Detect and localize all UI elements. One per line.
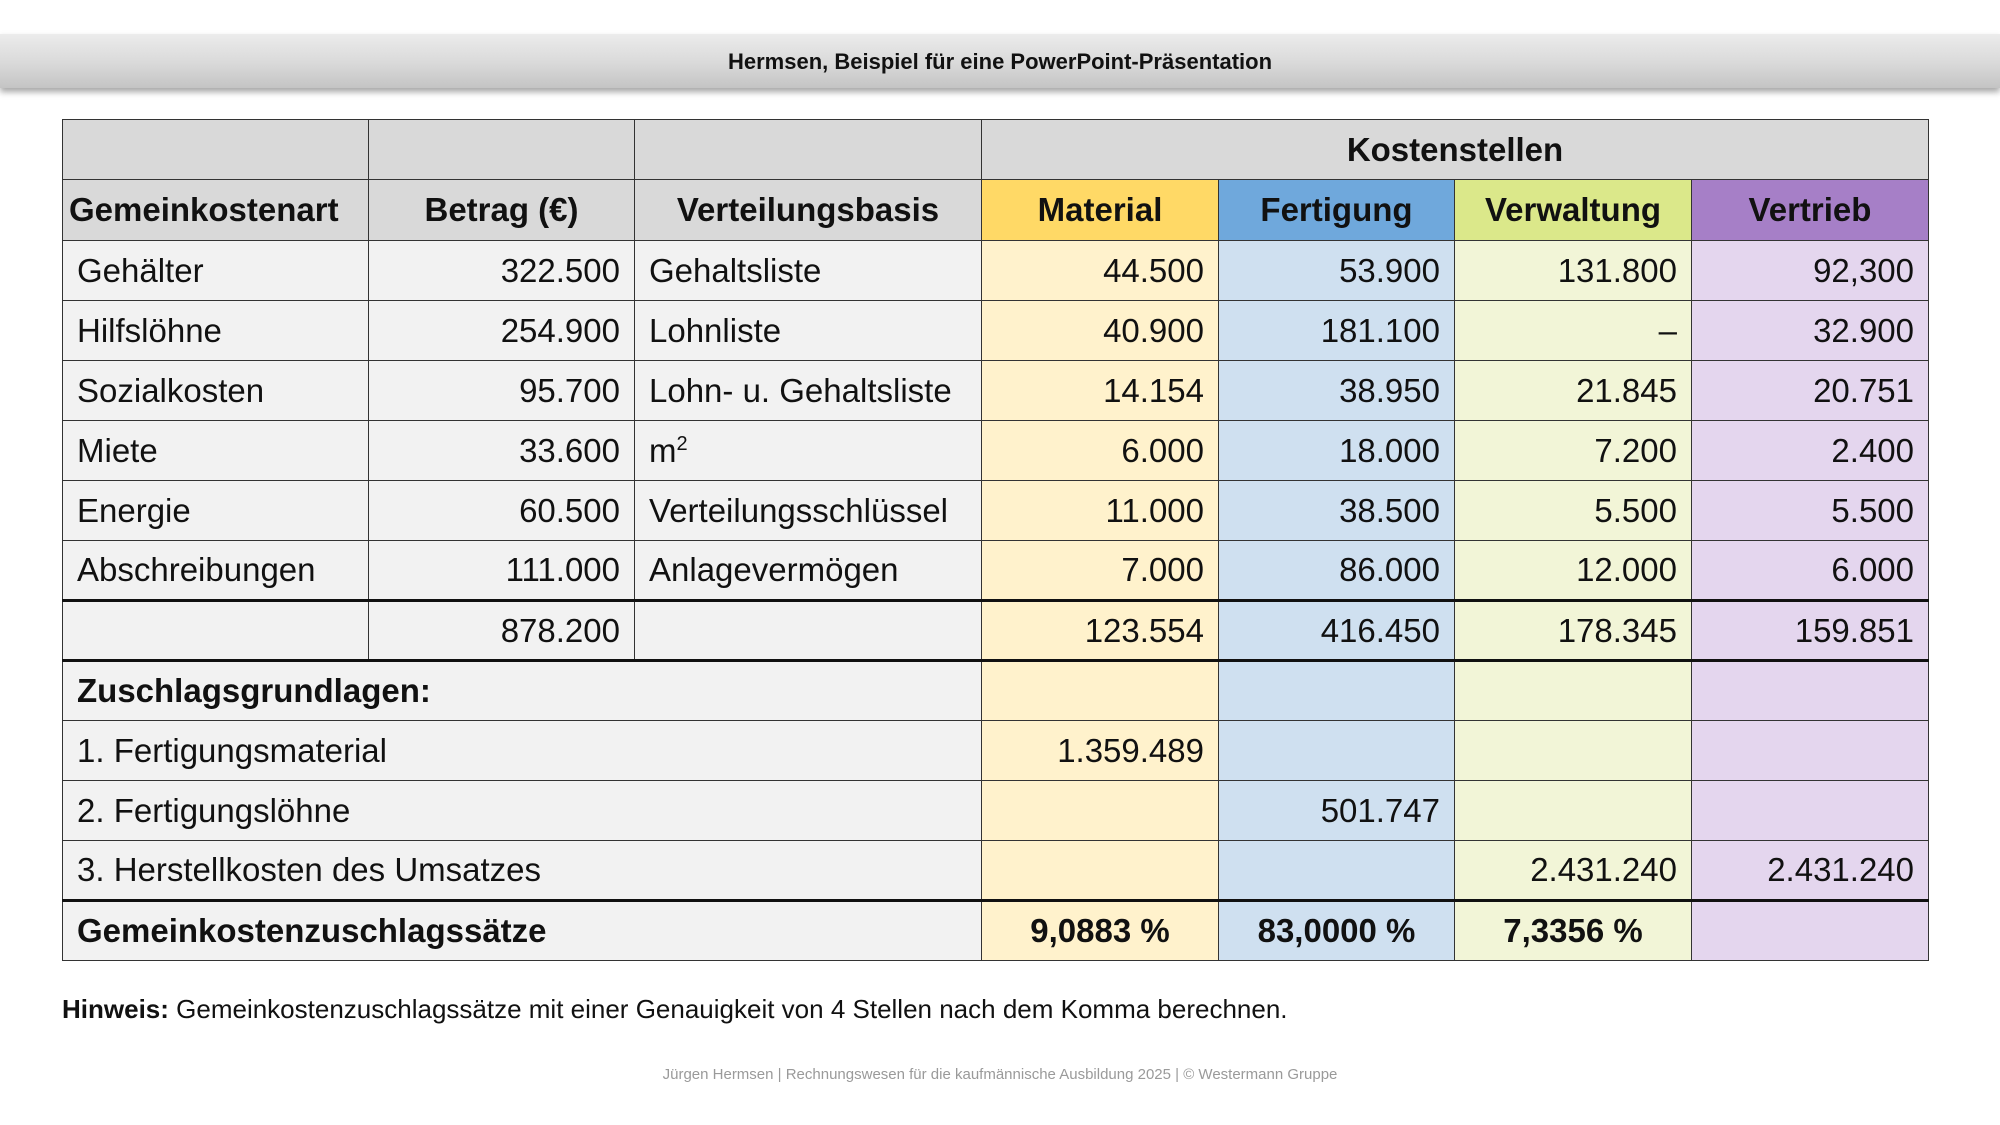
basis-unit: m — [649, 431, 677, 469]
table-row — [63, 541, 1929, 601]
amount-cell: 60.500 — [369, 481, 635, 541]
col-header-vertrieb: Vertrieb — [1692, 180, 1929, 241]
material-cell: 6.000 — [982, 421, 1219, 481]
zuschlag-label: 2. Fertigungslöhne — [63, 781, 982, 841]
table-row — [63, 301, 1929, 361]
verwaltung-cell: 131.800 — [1455, 241, 1692, 301]
vertrieb-cell: 2.400 — [1692, 421, 1929, 481]
col-header-fertigung: Fertigung — [1219, 180, 1455, 241]
verwaltung-cell: – — [1455, 301, 1692, 361]
total-fertigung: 416.450 — [1219, 601, 1455, 661]
verwaltung-cell — [1455, 781, 1692, 841]
vertrieb-cell: 92,300 — [1692, 241, 1929, 301]
group-header-row — [63, 120, 1929, 180]
totals-label-cell — [63, 601, 369, 661]
basis-cell: Anlagevermögen — [635, 541, 982, 601]
empty-header-cell — [63, 120, 369, 180]
total-vertrieb: 159.851 — [1692, 601, 1929, 661]
zuschlag-label: 1. Fertigungsmaterial — [63, 721, 982, 781]
verwaltung-cell: 5.500 — [1455, 481, 1692, 541]
amount-cell: 33.600 — [369, 421, 635, 481]
zuschlag-title-row — [63, 661, 1929, 721]
zuschlagssaetze-row — [63, 901, 1929, 961]
amount-cell: 254.900 — [369, 301, 635, 361]
verwaltung-cell: 21.845 — [1455, 361, 1692, 421]
material-cell: 11.000 — [982, 481, 1219, 541]
table-row — [63, 361, 1929, 421]
material-cell — [982, 841, 1219, 901]
total-verwaltung: 178.345 — [1455, 601, 1692, 661]
hint-note — [62, 994, 1288, 1025]
vertrieb-cell — [1692, 721, 1929, 781]
verwaltung-cell — [1455, 721, 1692, 781]
col-header-betrag: Betrag (€) — [369, 180, 635, 241]
kostenstellen-header: Kostenstellen — [982, 120, 1929, 180]
total-material: 123.554 — [982, 601, 1219, 661]
cost-type-cell: Miete — [63, 421, 369, 481]
basis-unit-exponent: 2 — [676, 432, 688, 455]
material-cell: 40.900 — [982, 301, 1219, 361]
vertrieb-cell — [1692, 661, 1929, 721]
material-cell — [982, 781, 1219, 841]
column-header-row — [63, 180, 1929, 241]
fertigung-cell: 18.000 — [1219, 421, 1455, 481]
rate-vertrieb — [1692, 901, 1929, 961]
zuschlag-label: 3. Herstellkosten des Umsatzes — [63, 841, 982, 901]
fertigung-cell — [1219, 661, 1455, 721]
rate-verwaltung: 7,3356 % — [1455, 901, 1692, 961]
material-cell: 44.500 — [982, 241, 1219, 301]
fertigung-cell: 86.000 — [1219, 541, 1455, 601]
cost-type-cell: Energie — [63, 481, 369, 541]
fertigung-cell — [1219, 841, 1455, 901]
basis-cell: Lohn- u. Gehaltsliste — [635, 361, 982, 421]
empty-header-cell — [369, 120, 635, 180]
fertigung-cell — [1219, 721, 1455, 781]
fertigung-cell: 181.100 — [1219, 301, 1455, 361]
verwaltung-cell — [1455, 661, 1692, 721]
vertrieb-cell: 20.751 — [1692, 361, 1929, 421]
cost-type-cell: Gehälter — [63, 241, 369, 301]
zuschlagssaetze-label: Gemeinkostenzuschlagssätze — [63, 901, 982, 961]
rate-material: 9,0883 % — [982, 901, 1219, 961]
verwaltung-cell: 2.431.240 — [1455, 841, 1692, 901]
material-cell: 7.000 — [982, 541, 1219, 601]
col-header-art: Gemeinkostenart — [63, 180, 369, 241]
slide-title: Hermsen, Beispiel für eine PowerPoint-Präsentation — [727, 49, 1273, 74]
zuschlag-row — [63, 841, 1929, 901]
verwaltung-cell: 12.000 — [1455, 541, 1692, 601]
totals-row — [63, 601, 1929, 661]
vertrieb-cell — [1692, 781, 1929, 841]
table-row — [63, 421, 1929, 481]
hint-label: Hinweis: — [62, 994, 169, 1024]
vertrieb-cell: 2.431.240 — [1692, 841, 1929, 901]
slide-header-bar — [0, 34, 2000, 88]
amount-cell: 111.000 — [369, 541, 635, 601]
verwaltung-cell: 7.200 — [1455, 421, 1692, 481]
col-header-verwaltung: Verwaltung — [1455, 180, 1692, 241]
totals-basis-cell — [635, 601, 982, 661]
material-cell: 1.359.489 — [982, 721, 1219, 781]
zuschlag-row — [63, 781, 1929, 841]
hint-text: Gemeinkostenzuschlagssätze mit einer Genauigkeit von 4 Stellen nach dem Komma berechnen. — [168, 994, 1288, 1024]
zuschlag-row — [63, 721, 1929, 781]
slide-footer: Jürgen Hermsen | Rechnungswesen für die kaufmännische Ausbildung 2025 | © Westermann Gruppe — [662, 1066, 1338, 1083]
basis-cell: Verteilungsschlüssel — [635, 481, 982, 541]
vertrieb-cell: 32.900 — [1692, 301, 1929, 361]
vertrieb-cell: 6.000 — [1692, 541, 1929, 601]
fertigung-cell: 501.747 — [1219, 781, 1455, 841]
zuschlag-title: Zuschlagsgrundlagen: — [63, 661, 982, 721]
total-amount: 878.200 — [369, 601, 635, 661]
basis-cell: Lohnliste — [635, 301, 982, 361]
amount-cell: 95.700 — [369, 361, 635, 421]
fertigung-cell: 38.950 — [1219, 361, 1455, 421]
cost-type-cell: Abschreibungen — [63, 541, 369, 601]
col-header-basis: Verteilungsbasis — [635, 180, 982, 241]
vertrieb-cell: 5.500 — [1692, 481, 1929, 541]
material-cell: 14.154 — [982, 361, 1219, 421]
cost-center-table — [62, 119, 1929, 961]
amount-cell: 322.500 — [369, 241, 635, 301]
material-cell — [982, 661, 1219, 721]
table-row — [63, 241, 1929, 301]
col-header-material: Material — [982, 180, 1219, 241]
cost-type-cell: Hilfslöhne — [63, 301, 369, 361]
basis-cell: Gehaltsliste — [635, 241, 982, 301]
basis-cell — [635, 421, 982, 481]
fertigung-cell: 38.500 — [1219, 481, 1455, 541]
empty-header-cell — [635, 120, 982, 180]
fertigung-cell: 53.900 — [1219, 241, 1455, 301]
table-row — [63, 481, 1929, 541]
cost-type-cell: Sozialkosten — [63, 361, 369, 421]
rate-fertigung: 83,0000 % — [1219, 901, 1455, 961]
